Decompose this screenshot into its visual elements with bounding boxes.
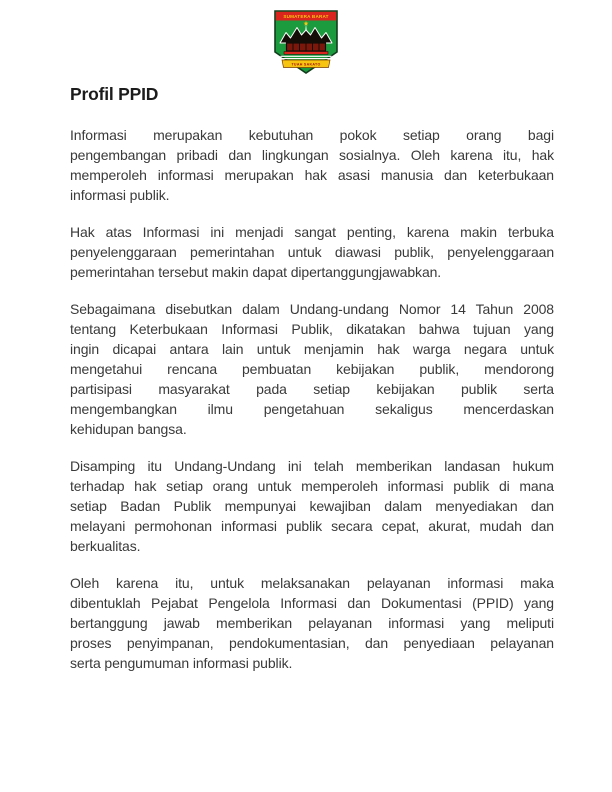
paragraph (70, 573, 554, 673)
sumatera-barat-emblem-icon (273, 10, 339, 74)
text-line: melayani permohonan informasi publik secara cepat, akurat, mudah dan (70, 518, 554, 534)
emblem-container (0, 10, 612, 74)
text-line: terhadap hak setiap orang untuk memperoleh informasi publik di mana (70, 478, 554, 494)
text-line: berkualitas. (70, 538, 141, 554)
motto-text: TUAH SAKATO (291, 62, 321, 67)
paragraph (70, 299, 554, 439)
text-line: dibentuklah Pejabat Pengelola Informasi dan Dokumentasi (PPID) yang (70, 595, 554, 611)
text-line: Sebagaimana disebutkan dalam Undang-undang Nomor 14 Tahun 2008 (70, 301, 554, 317)
text-line: tentang Keterbukaan Informasi Publik, dikatakan bahwa tujuan yang (70, 321, 554, 337)
text-line: Oleh karena itu, untuk melaksanakan pelayanan informasi maka (70, 575, 554, 591)
text-line: ingin dicapai antara lain untuk menjamin hak warga negara untuk (70, 341, 554, 357)
text-line: pemerintahan tersebut makin dapat dipertanggungjawabkan. (70, 264, 442, 280)
paragraph (70, 222, 554, 282)
text-line: Informasi merupakan kebutuhan pokok setiap orang bagi (70, 127, 554, 143)
paragraph (70, 125, 554, 205)
text-line: kehidupan bangsa. (70, 421, 187, 437)
text-line: setiap Badan Publik mempunyai kewajiban dalam menyediakan dan (70, 498, 554, 514)
text-line: Disamping itu Undang-Undang ini telah memberikan landasan hukum (70, 458, 554, 474)
text-line: proses penyimpanan, pendokumentasian, dan penyediaan pelayanan (70, 635, 554, 651)
emblem-banner-text: SUMATERA BARAT (283, 14, 329, 19)
text-line: mengembangkan ilmu pengetahuan sekaligus mencerdaskan (70, 401, 554, 417)
text-line: partisipasi masyarakat pada setiap kebijakan publik serta (70, 381, 554, 397)
text-line: serta pengumuman informasi publik. (70, 655, 293, 671)
paragraphs (70, 125, 554, 673)
emblem-base-band (284, 52, 328, 55)
text-line: pengembangan pribadi dan lingkungan sosialnya. Oleh karena itu, hak (70, 147, 554, 163)
text-line: penyelenggaraan pemerintahan untuk diawasi publik, penyelenggaraan (70, 244, 554, 260)
text-line: memperoleh informasi merupakan hak asasi manusia dan keterbukaan (70, 167, 554, 183)
document-body (70, 84, 554, 690)
text-line: Hak atas Informasi ini menjadi sangat penting, karena makin terbuka (70, 224, 554, 240)
text-line: bertanggung jawab memberikan pelayanan informasi yang meliputi (70, 615, 554, 631)
page-title: Profil PPID (70, 84, 159, 104)
text-line: informasi publik. (70, 187, 170, 203)
text-line: mengetahui rencana pembuatan kebijakan publik, mendorong (70, 361, 554, 377)
paragraph (70, 456, 554, 556)
